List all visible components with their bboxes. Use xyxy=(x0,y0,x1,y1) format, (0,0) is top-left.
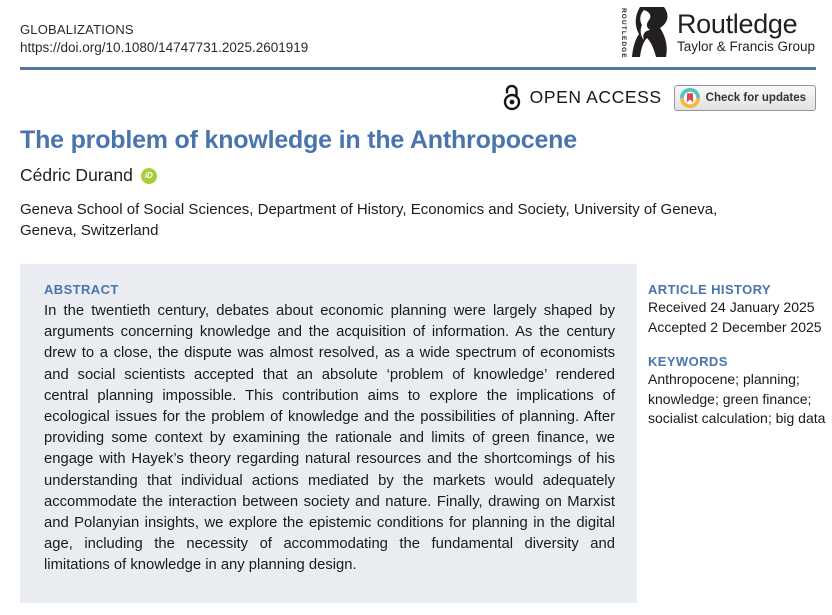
abstract-text: In the twentieth century, debates about economic planning were largely shaped by arguments concerning knowledge and the acquisition of information. As the century drew to a close, the dispute was almost resolved, as a wide spectrum of economists and social scientists accepted that an absolute ‘problem of knowledge’ rendered central planning impossible. This contribution aims to explore the implications of ecological issues for the problem of knowledge and the possibilities of planning. After providing some context by examining the rationale and limits of green finance, we engage with Hayek’s theory regarding natural resources and the shortcomings of his understanding that individual actions mediated by the markets would adequately accommodate the interaction between society and nature. Finally, drawing on Marxist and Polanyian insights, we explore the epistemic conditions for planning in the digital age, including the necessity of accommodating the fundamental diversity and limitations of knowledge in any planning design. xyxy=(44,303,615,574)
open-access-label: OPEN ACCESS xyxy=(529,87,662,107)
page-title: The problem of knowledge in the Anthropocene xyxy=(20,126,577,154)
author-affiliation: Geneva School of Social Sciences, Department of History, Economics and Society, University of Geneva, Geneva, Switzerland xyxy=(20,201,718,239)
article-history-heading: ARTICLE HISTORY xyxy=(648,282,772,297)
publisher-group: Taylor & Francis Group xyxy=(676,38,815,54)
badges-row xyxy=(502,84,816,111)
publisher-logo xyxy=(619,7,815,57)
orcid-icon[interactable]: iD xyxy=(141,168,157,184)
publisher-name: Routledge xyxy=(676,8,798,39)
journal-info xyxy=(20,21,308,57)
author-name: Cédric Durand xyxy=(20,165,133,185)
check-for-updates-button[interactable] xyxy=(674,85,816,111)
author-row xyxy=(20,165,157,186)
abstract-heading: ABSTRACT xyxy=(44,282,119,297)
article-meta-sidebar xyxy=(648,282,826,429)
open-access-lock-icon xyxy=(502,84,522,111)
routledge-vertical-text: ROUTLEDGE xyxy=(619,8,627,59)
sidebar-spacer xyxy=(648,337,826,354)
crossmark-icon xyxy=(680,88,700,108)
received-date: Received 24 January 2025 xyxy=(648,299,815,315)
check-for-updates-label: Check for updates xyxy=(705,91,806,104)
keywords-list: Anthropocene; planning; knowledge; green finance; socialist calculation; big data xyxy=(648,371,826,426)
doi-link[interactable]: https://doi.org/10.1080/14747731.2025.2601919 xyxy=(20,40,309,55)
keywords-heading: KEYWORDS xyxy=(648,354,728,369)
open-access-badge xyxy=(502,84,662,111)
accepted-date: Accepted 2 December 2025 xyxy=(648,318,822,335)
routledge-mark-icon xyxy=(632,7,668,57)
header-divider xyxy=(20,67,816,70)
abstract-box xyxy=(20,264,637,603)
publisher-names xyxy=(677,10,815,55)
journal-name: GLOBALIZATIONS xyxy=(20,22,134,37)
